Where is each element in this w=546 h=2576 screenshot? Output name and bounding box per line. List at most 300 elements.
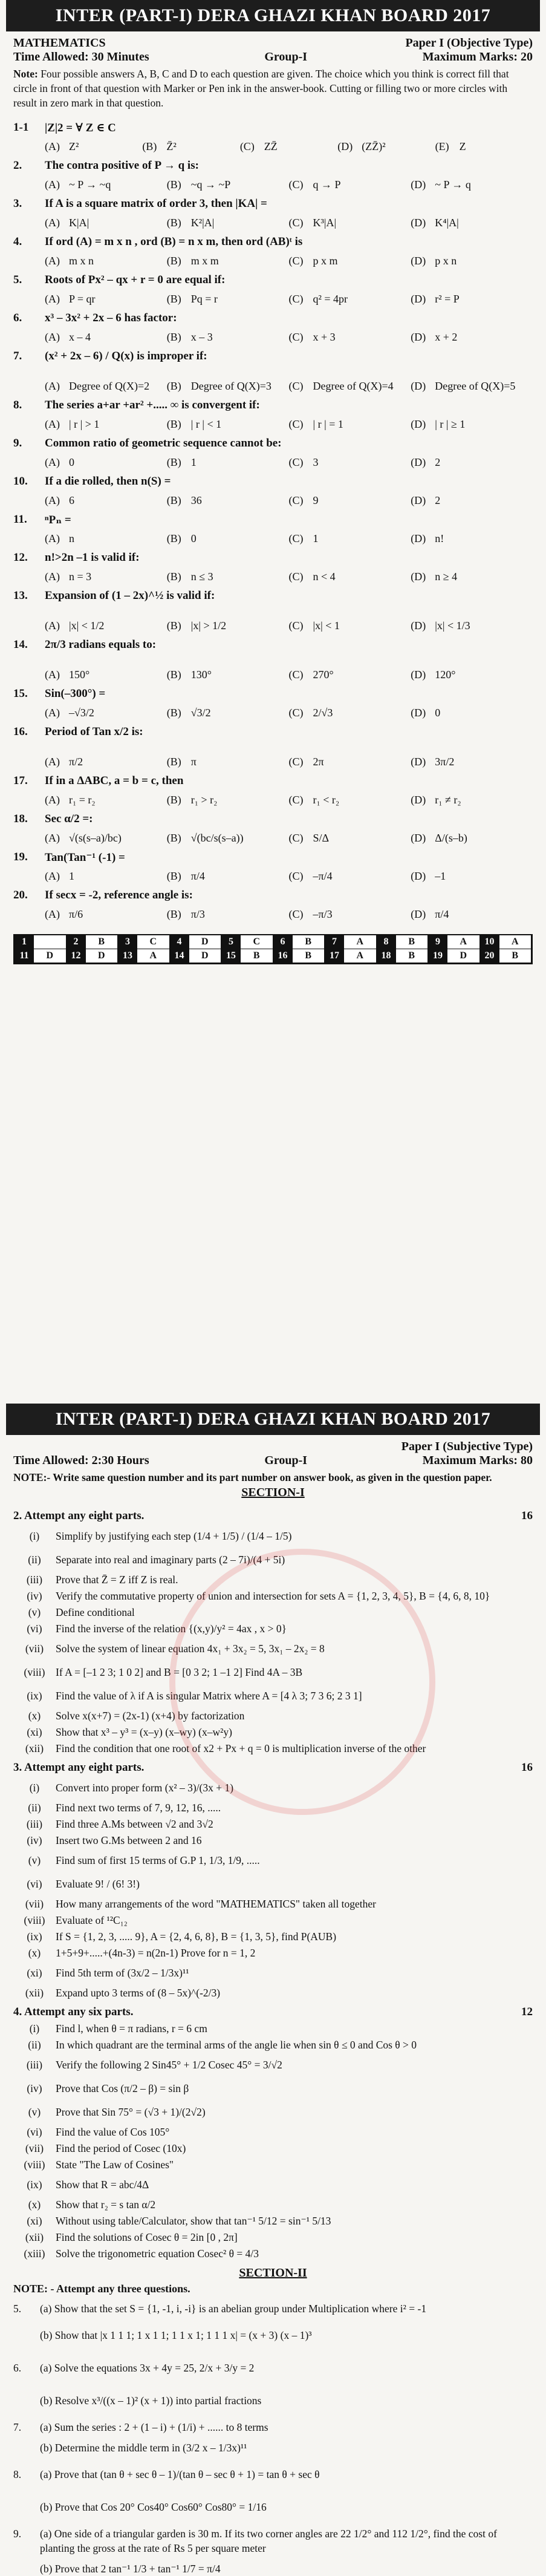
- question-number: 8.: [13, 399, 22, 411]
- option[interactable]: [337, 140, 435, 153]
- mcq-question: [13, 687, 533, 719]
- answer-letter: C: [149, 937, 157, 947]
- option-letter: (D): [411, 532, 426, 544]
- option-letter: (B): [166, 794, 181, 806]
- option[interactable]: [45, 456, 167, 469]
- answer-cell: [15, 949, 67, 963]
- subjective-banner: INTER (PART-I) DERA GHAZI KHAN BOARD 2017: [6, 1404, 540, 1435]
- long-question: [13, 2440, 533, 2455]
- item-number: (ii): [28, 2039, 41, 2051]
- option-letter: (C): [288, 756, 304, 768]
- item-number: (xii): [25, 1987, 44, 1999]
- short-question-item: [13, 1930, 533, 1943]
- option-letter: (B): [166, 178, 181, 191]
- item-number: (iii): [26, 1574, 43, 1586]
- mcq-list: [0, 110, 546, 921]
- option[interactable]: [411, 331, 533, 344]
- option[interactable]: [411, 908, 533, 921]
- option[interactable]: [289, 494, 411, 507]
- option[interactable]: [289, 870, 411, 883]
- option-text: p x n: [435, 255, 457, 267]
- option-text: 3: [313, 456, 319, 468]
- options-row: [45, 293, 533, 306]
- option[interactable]: [411, 255, 533, 267]
- item-number: (xi): [27, 1967, 42, 1979]
- option-text: | r | < 1: [190, 418, 222, 430]
- option-letter: (D): [411, 494, 426, 506]
- option[interactable]: [411, 870, 533, 883]
- option[interactable]: [411, 794, 533, 806]
- answer-letter: B: [512, 950, 519, 961]
- option[interactable]: [45, 707, 167, 719]
- answer-cell: [221, 935, 273, 949]
- answer-letter: A: [356, 937, 364, 947]
- question-text: If in a ΔABC, a = b = c, then: [45, 774, 184, 787]
- option[interactable]: [45, 331, 167, 344]
- option[interactable]: [289, 669, 411, 681]
- item-text: Find the solutions of Cosec θ = 2in [0 , 2π]: [56, 2231, 238, 2243]
- option-text: K³|A|: [313, 217, 337, 229]
- option[interactable]: [167, 908, 289, 921]
- long-question-number: [13, 2561, 40, 2576]
- q4-heading: [13, 2006, 533, 2019]
- item-text: How many arrangements of the word "MATHEMATICS" taken all together: [56, 1898, 376, 1910]
- item-number: (ii): [28, 1554, 41, 1566]
- options-row: [45, 255, 533, 267]
- item-text: Solve the system of linear equation 4x₁ + 3x₂ = 5, 3x₁ – 2x₂ = 8: [56, 1643, 325, 1655]
- option-text: r₁ > r₂: [190, 794, 218, 806]
- option-text: 1: [190, 456, 197, 468]
- option[interactable]: [167, 707, 289, 719]
- question-number: 19.: [13, 851, 28, 863]
- option[interactable]: [167, 293, 289, 306]
- option-letter: (D): [411, 178, 426, 191]
- option[interactable]: [289, 756, 411, 768]
- option-letter: (B): [166, 255, 181, 267]
- option-text: r² = P: [435, 293, 460, 305]
- question-number: 5.: [13, 273, 22, 286]
- option-text: x + 2: [435, 331, 458, 343]
- long-question-number: 6.: [13, 2362, 22, 2374]
- long-question: [13, 2322, 533, 2349]
- option-text: P = qr: [69, 293, 96, 305]
- answer-letter: B: [305, 937, 312, 947]
- answer-letter: A: [356, 950, 364, 961]
- long-question: [13, 2301, 533, 2316]
- item-text: Insert two G.Ms between 2 and 16: [56, 1834, 202, 1846]
- option[interactable]: [289, 293, 411, 306]
- long-question: [13, 2461, 533, 2488]
- option-text: –1: [435, 870, 446, 882]
- option-letter: (A): [45, 908, 60, 920]
- option[interactable]: [289, 255, 411, 267]
- q2-title: 2. Attempt any eight parts.: [13, 1509, 145, 1522]
- question-text: Tan(Tan⁻¹ (-1) =: [45, 851, 125, 864]
- question-text: Common ratio of geometric sequence cannot be:: [45, 437, 282, 449]
- option-text: 2/√3: [313, 707, 333, 719]
- option[interactable]: [167, 756, 289, 768]
- question-number: 2.: [13, 159, 22, 172]
- option[interactable]: [167, 255, 289, 267]
- option-letter: (C): [288, 707, 304, 719]
- mcq-question: [13, 273, 533, 306]
- question-text: n!>2n –1 is valid if:: [45, 551, 140, 564]
- mcq-question: [13, 235, 533, 267]
- option[interactable]: [411, 832, 533, 845]
- option-letter: (B): [166, 331, 181, 343]
- option-text: ~q → ~P: [190, 178, 231, 191]
- option-letter: (B): [166, 669, 181, 681]
- answer-number: 20: [480, 949, 499, 963]
- answer-number: 2: [67, 935, 86, 949]
- option-letter: (A): [45, 756, 60, 768]
- option-text: | r | ≥ 1: [435, 418, 466, 430]
- option-text: Δ/(s–b): [435, 832, 467, 844]
- long-question-number: 7.: [13, 2421, 22, 2433]
- option[interactable]: [411, 669, 533, 681]
- option[interactable]: [411, 570, 533, 583]
- answer-cell: [273, 935, 325, 949]
- question-number: 10.: [13, 475, 28, 488]
- option-letter: (A): [45, 217, 60, 229]
- question-text: ⁿPₙ =: [45, 514, 71, 526]
- option[interactable]: [289, 178, 411, 191]
- option[interactable]: [240, 140, 337, 153]
- option[interactable]: [142, 140, 239, 153]
- option[interactable]: [167, 532, 289, 545]
- option-text: 2π: [313, 756, 324, 768]
- option[interactable]: [45, 418, 167, 431]
- option-letter: (B): [166, 494, 181, 506]
- option-letter: (D): [411, 380, 426, 392]
- option-letter: (C): [239, 140, 255, 152]
- item-text: Find the period of Cosec (10x): [56, 2142, 186, 2154]
- item-text: Expand upto 3 terms of (8 – 5x)^(-2/3): [56, 1987, 221, 1999]
- option[interactable]: [289, 832, 411, 845]
- question-number: 17.: [13, 774, 28, 787]
- answer-letter: B: [408, 950, 415, 961]
- item-number: (iii): [26, 2059, 43, 2071]
- item-text: Find sum of first 15 terms of G.P 1, 1/3, 1/9, .....: [56, 1854, 260, 1866]
- option[interactable]: [167, 217, 289, 229]
- answer-number: 8: [377, 935, 396, 949]
- item-text: Verify the following 2 Sin45° + 1/2 Cosec 45° = 3/√2: [56, 2059, 282, 2071]
- option[interactable]: [167, 456, 289, 469]
- question-number: 20.: [13, 889, 28, 901]
- item-text: Find 5th term of (3x/2 – 1/3x)¹¹: [56, 1967, 189, 1979]
- options-row: [45, 380, 533, 393]
- item-number: (vii): [25, 1643, 44, 1655]
- section-2-heading: SECTION-II: [239, 2266, 307, 2280]
- option-text: 1: [313, 532, 319, 544]
- long-question-number: [13, 2440, 40, 2455]
- option[interactable]: [411, 380, 533, 393]
- option[interactable]: [45, 570, 167, 583]
- answer-cell: [118, 935, 170, 949]
- mcq-question: [13, 589, 533, 632]
- option[interactable]: [289, 418, 411, 431]
- option-text: 1: [69, 870, 74, 882]
- option-text: π/4: [435, 908, 449, 920]
- short-question-item: [13, 1986, 533, 1999]
- option[interactable]: [45, 293, 167, 306]
- option[interactable]: [289, 619, 411, 632]
- option-letter: (A): [45, 570, 60, 583]
- short-question-item: [13, 2231, 533, 2244]
- option-letter: (D): [411, 707, 426, 719]
- short-question-item: [13, 2142, 533, 2155]
- option[interactable]: [167, 794, 289, 806]
- paper-type: Paper I (Objective Type): [405, 36, 533, 50]
- objective-note: [0, 64, 546, 110]
- mcq-question: [13, 774, 533, 806]
- option[interactable]: [45, 669, 167, 681]
- answer-letter: D: [201, 950, 209, 961]
- short-question-item: [13, 1834, 533, 1847]
- option-text: 2: [435, 494, 441, 506]
- option[interactable]: [289, 794, 411, 806]
- short-question-item: [13, 2125, 533, 2139]
- option-letter: (B): [166, 870, 181, 882]
- option[interactable]: [289, 570, 411, 583]
- answer-number: 1: [15, 935, 34, 949]
- option[interactable]: [45, 908, 167, 921]
- option[interactable]: [45, 494, 167, 507]
- option[interactable]: [411, 293, 533, 306]
- option[interactable]: [411, 532, 533, 545]
- question-number: 12.: [13, 551, 28, 564]
- answer-number: 5: [221, 935, 241, 949]
- option-letter: (E): [435, 140, 449, 152]
- option-letter: (B): [166, 380, 181, 392]
- item-text: Separate into real and imaginary parts (2 – 7i)/(4 + 5i): [56, 1554, 285, 1566]
- answer-number: 9: [428, 935, 447, 949]
- item-number: (viii): [24, 1666, 45, 1678]
- option-text: √(bc/s(s–a)): [190, 832, 244, 844]
- option-text: n < 4: [313, 570, 336, 583]
- option[interactable]: [167, 380, 289, 393]
- option[interactable]: [167, 331, 289, 344]
- option-letter: (D): [411, 832, 426, 844]
- option[interactable]: [45, 870, 167, 883]
- item-text: If S = {1, 2, 3, ..... 9}, A = {2, 4, 6, 8}, B = {1, 3, 5}, find P(AUB): [56, 1930, 337, 1943]
- options-row: [45, 140, 533, 153]
- option-text: 3π/2: [435, 756, 455, 768]
- option[interactable]: [411, 217, 533, 229]
- option[interactable]: [411, 494, 533, 507]
- watermark-text: [174, 1620, 415, 1698]
- question-text: If secx = -2, reference angle is:: [45, 889, 193, 901]
- options-row: [45, 178, 533, 191]
- option-text: ~ P → q: [435, 178, 471, 191]
- options-row: [45, 870, 533, 883]
- item-number: (i): [29, 1530, 40, 1542]
- option[interactable]: [289, 331, 411, 344]
- option[interactable]: [45, 756, 167, 768]
- short-question-item: [13, 1874, 533, 1894]
- short-question-item: [13, 1914, 533, 1927]
- answer-cell: [15, 935, 67, 949]
- option-text: 130°: [190, 669, 212, 681]
- item-text: Find next two terms of 7, 9, 12, 16, .....: [56, 1802, 221, 1814]
- option[interactable]: [45, 380, 167, 393]
- option-letter: (C): [288, 870, 304, 882]
- option-text: –√3/2: [69, 707, 94, 719]
- option-text: n!: [435, 532, 444, 544]
- option-letter: (A): [45, 331, 60, 343]
- option-letter: (A): [45, 707, 60, 719]
- item-text: Find l, when θ = π radians, r = 6 cm: [56, 2022, 207, 2035]
- option[interactable]: [167, 832, 289, 845]
- item-number: (iv): [27, 1590, 42, 1602]
- option-letter: (D): [411, 908, 426, 920]
- short-question-item: [13, 1526, 533, 1546]
- long-question-number: 9.: [13, 2528, 22, 2540]
- question-text: x³ – 3x² + 2x – 6 has factor:: [45, 312, 177, 324]
- option-letter: (A): [45, 532, 60, 544]
- item-text: In which quadrant are the terminal arms of the angle lie when sin θ ≤ 0 and Cos θ > 0: [56, 2039, 417, 2051]
- option-text: Z̄²: [166, 140, 177, 152]
- option-letter: (A): [45, 494, 60, 506]
- item-text: Find the value of Cos 105°: [56, 2126, 170, 2138]
- answer-number: 10: [480, 935, 499, 949]
- option[interactable]: [411, 456, 533, 469]
- short-question-item: [13, 1897, 533, 1911]
- mcq-question: [13, 851, 533, 883]
- option-letter: (C): [288, 619, 304, 632]
- item-text: Show that x³ – y³ = (x–y) (x–wy) (x–w²y): [56, 1726, 232, 1738]
- option-letter: (A): [45, 669, 60, 681]
- mcq-question: [13, 159, 533, 191]
- mcq-question: [13, 889, 533, 921]
- question-text: The series a+ar +ar² +..... ∞ is convergent if:: [45, 399, 260, 411]
- option[interactable]: [411, 707, 533, 719]
- item-number: (vii): [25, 1898, 44, 1910]
- option-letter: (D): [411, 456, 426, 468]
- option[interactable]: [45, 619, 167, 632]
- option[interactable]: [45, 217, 167, 229]
- option[interactable]: [289, 380, 411, 393]
- answer-letter: A: [460, 937, 467, 947]
- item-number: (vii): [25, 2142, 44, 2154]
- option[interactable]: [167, 418, 289, 431]
- mcq-question: [13, 475, 533, 507]
- answer-number: 11: [15, 949, 34, 963]
- option[interactable]: [45, 140, 142, 153]
- option-text: x – 4: [69, 331, 91, 343]
- option[interactable]: [435, 140, 533, 153]
- answer-cell: [325, 935, 377, 949]
- option[interactable]: [167, 870, 289, 883]
- answer-number: 12: [67, 949, 86, 963]
- option-letter: (D): [411, 756, 426, 768]
- answer-number: 3: [118, 935, 137, 949]
- item-number: (vi): [27, 1623, 42, 1635]
- option-text: √3/2: [190, 707, 211, 719]
- option-text: |x| > 1/2: [190, 619, 227, 632]
- long-question-text: (b) Show that |x 1 1 1; 1 x 1 1; 1 1 x 1; 1 1 1 x| = (x + 3) (x – 1)³: [40, 2329, 312, 2341]
- long-question-text: (a) Show that the set S = {1, -1, i, -i} is an abelian group under Multiplication where i² = -1: [40, 2303, 427, 2315]
- option[interactable]: [411, 178, 533, 191]
- option-letter: (A): [45, 619, 60, 632]
- answer-letter: D: [460, 950, 467, 961]
- option[interactable]: [289, 707, 411, 719]
- long-question: [13, 2526, 533, 2555]
- item-number: (viii): [24, 1914, 45, 1926]
- option[interactable]: [289, 217, 411, 229]
- option[interactable]: [289, 532, 411, 545]
- question-number: 4.: [13, 235, 22, 248]
- q2-heading: [13, 1509, 533, 1523]
- option-text: ~ P → ~q: [69, 178, 111, 191]
- option[interactable]: [167, 669, 289, 681]
- question-number: 7.: [13, 350, 22, 362]
- long-questions-note: NOTE: - Attempt any three questions.: [13, 2283, 190, 2295]
- option[interactable]: [167, 570, 289, 583]
- option-letter: (C): [288, 669, 304, 681]
- option[interactable]: [411, 756, 533, 768]
- item-number: (xii): [25, 1742, 44, 1754]
- mcq-question: [13, 551, 533, 583]
- option[interactable]: [289, 908, 411, 921]
- answer-cell: [480, 949, 532, 963]
- item-text: Solve the trigonometric equation Cosec² θ = 4/3: [56, 2247, 259, 2260]
- option[interactable]: [167, 619, 289, 632]
- option[interactable]: [45, 255, 167, 267]
- question-text: (x² + 2x – 6) / Q(x) is improper if:: [45, 350, 207, 362]
- question-number: 14.: [13, 638, 28, 651]
- short-question-item: [13, 1946, 533, 1960]
- question-number: 1-1: [13, 121, 29, 134]
- item-text: 1+5+9+.....+(4n-3) = n(2n-1) Prove for n = 1, 2: [56, 1947, 256, 1959]
- option[interactable]: [45, 794, 167, 806]
- short-question-item: [13, 2198, 533, 2211]
- question-text: If A is a square matrix of order 3, then |KA| =: [45, 197, 267, 210]
- option-text: | r | > 1: [69, 418, 100, 430]
- option[interactable]: [167, 178, 289, 191]
- option-letter: (B): [166, 456, 181, 468]
- option-text: –π/3: [313, 908, 333, 920]
- answer-number: 17: [325, 949, 344, 963]
- option-text: m x n: [69, 255, 94, 267]
- option-letter: (C): [288, 794, 304, 806]
- option-text: n = 3: [69, 570, 92, 583]
- option-letter: (D): [411, 669, 426, 681]
- option[interactable]: [45, 832, 167, 845]
- mcq-question: [13, 197, 533, 229]
- option[interactable]: [411, 619, 533, 632]
- option[interactable]: [45, 532, 167, 545]
- option-letter: (C): [288, 532, 304, 544]
- option-letter: (C): [288, 217, 304, 229]
- option-letter: (D): [411, 418, 426, 430]
- option[interactable]: [411, 418, 533, 431]
- answer-letter: B: [408, 937, 415, 947]
- option[interactable]: [167, 494, 289, 507]
- option-letter: (B): [166, 707, 181, 719]
- option-text: Degree of Q(X)=3: [190, 380, 271, 392]
- option[interactable]: [45, 178, 167, 191]
- short-question-item: [13, 2022, 533, 2035]
- item-text: Prove that Z̄ = Z iff Z is real.: [56, 1574, 178, 1586]
- answer-letter: C: [253, 937, 261, 947]
- option-letter: (B): [166, 217, 181, 229]
- option[interactable]: [289, 456, 411, 469]
- answer-cell: [170, 949, 222, 963]
- option-letter: (A): [45, 255, 60, 267]
- option-text: K|A|: [69, 217, 89, 229]
- option-text: 36: [190, 494, 202, 506]
